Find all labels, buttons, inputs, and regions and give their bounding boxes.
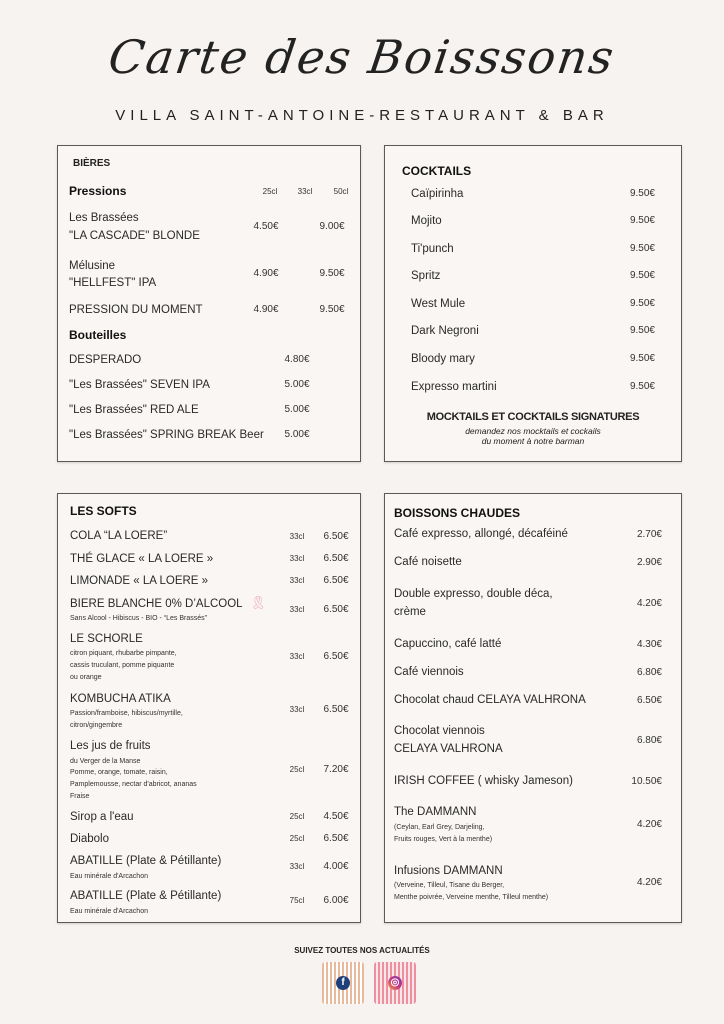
hot-drink-name: CELAYA VALHRONA <box>394 743 503 755</box>
price: 5.00€ <box>284 404 310 415</box>
soft-description: Eau minérale d'Arcachon <box>70 908 148 915</box>
price: 4.20€ <box>636 877 662 888</box>
hot-drink-name: The DAMMANN <box>394 806 477 818</box>
beer-name: "Les Brassées" RED ALE <box>69 404 199 416</box>
price: 5.00€ <box>284 379 310 390</box>
price: 9.50€ <box>319 268 345 279</box>
hot-drink-name: Chocolat chaud CELAYA VALHRONA <box>394 694 586 706</box>
price: 9.50€ <box>319 304 345 315</box>
section-title: LES SOFTS <box>70 504 137 518</box>
size-header: 25cl <box>262 187 278 196</box>
hot-drink-description: (Verveine, Tilleul, Tisane du Berger, <box>394 882 505 889</box>
signatures-note: du moment à notre barman <box>481 436 585 446</box>
price: 7.20€ <box>323 764 349 775</box>
hot-drink-name: Chocolat viennois <box>394 725 485 737</box>
signatures-title: MOCKTAILS ET COCKTAILS SIGNATURES <box>426 411 640 423</box>
soft-description: citron/gingembre <box>70 722 123 729</box>
cocktail-name: Ti'punch <box>411 243 454 255</box>
soft-name: ABATILLE (Plate & Pétillante) <box>70 855 222 867</box>
page-title: Carte des Boisssons <box>105 30 619 84</box>
cocktail-name: Bloody mary <box>411 353 475 365</box>
soft-name: Diabolo <box>70 833 109 845</box>
price: 9.50€ <box>629 243 655 254</box>
price: 9.50€ <box>629 270 655 281</box>
size: 33cl <box>289 532 305 541</box>
section-title: BIÈRES <box>73 158 111 169</box>
hot-drink-name: Double expresso, double déca, <box>394 588 553 600</box>
hot-drink-description: Menthe poivrée, Verveine menthe, Tilleul menthe) <box>394 894 549 901</box>
soft-name: COLA “LA LOERE” <box>70 530 168 542</box>
price: 6.00€ <box>323 895 349 906</box>
size: 33cl <box>289 576 305 585</box>
beer-name: "LA CASCADE" BLONDE <box>69 230 200 242</box>
cocktail-name: West Mule <box>411 298 466 310</box>
follow-us-text: SUIVEZ TOUTES NOS ACTUALITÉS <box>294 946 430 955</box>
size: 25cl <box>289 765 305 774</box>
soft-name: KOMBUCHA ATIKA <box>70 693 171 705</box>
size: 25cl <box>289 834 305 843</box>
price: 6.50€ <box>323 531 349 542</box>
soft-description: Pamplemousse, nectar d'abricot, ananas <box>70 781 197 788</box>
price: 4.00€ <box>323 861 349 872</box>
soft-description: Fraise <box>70 793 90 800</box>
restaurant-name: VILLA SAINT-ANTOINE-RESTAURANT & BAR <box>115 107 609 124</box>
price: 4.20€ <box>636 819 662 830</box>
beer-name: DESPERADO <box>69 354 142 366</box>
soft-description: Pomme, orange, tomate, raisin, <box>70 769 168 776</box>
soft-description: citron piquant, rhubarbe pimpante, <box>70 650 177 657</box>
soft-description: Passion/framboise, hibiscus/myrtille, <box>70 710 183 717</box>
price: 4.30€ <box>636 639 662 650</box>
hot-drink-description: (Ceylan, Earl Grey, Darjeling, <box>394 824 485 831</box>
hot-drink-name: Café noisette <box>394 556 462 568</box>
price: 6.80€ <box>636 735 662 746</box>
price: 4.50€ <box>253 221 279 232</box>
price: 4.20€ <box>636 598 662 609</box>
soft-name: Sirop a l'eau <box>70 811 134 823</box>
soft-description: Eau minérale d'Arcachon <box>70 873 148 880</box>
section-title: BOISSONS CHAUDES <box>394 506 521 520</box>
hot-drink-name: crème <box>394 606 426 618</box>
price: 4.50€ <box>323 811 349 822</box>
cocktail-name: Mojito <box>411 215 442 227</box>
price: 9.50€ <box>629 325 655 336</box>
price: 6.50€ <box>323 704 349 715</box>
signatures-note: demandez nos mocktails et cockails <box>465 426 601 436</box>
hot-drink-name: Café viennois <box>394 666 464 678</box>
price: 4.90€ <box>253 268 279 279</box>
facebook-qr-code[interactable] <box>322 962 364 1004</box>
price: 2.90€ <box>636 557 662 568</box>
hot-drink-description: Fruits rouges, Vert à la menthe) <box>394 836 493 843</box>
size: 33cl <box>289 862 305 871</box>
price: 9.50€ <box>629 188 655 199</box>
beer-name: "Les Brassées" SEVEN IPA <box>69 379 210 391</box>
soft-name: BIERE BLANCHE 0% D’ALCOOL <box>70 598 243 610</box>
price: 6.50€ <box>323 553 349 564</box>
price: 2.70€ <box>636 529 662 540</box>
price: 6.50€ <box>323 575 349 586</box>
price: 6.50€ <box>636 695 662 706</box>
soft-name: THÉ GLACE « LA LOERE » <box>70 553 214 565</box>
soft-name: LE SCHORLE <box>70 633 143 645</box>
beer-name: Les Brassées <box>69 212 139 224</box>
soft-description: ou orange <box>70 674 102 681</box>
size: 33cl <box>289 705 305 714</box>
price: 6.50€ <box>323 604 349 615</box>
cocktail-name: Caïpirinha <box>411 188 464 200</box>
price: 6.80€ <box>636 667 662 678</box>
price: 9.50€ <box>629 381 655 392</box>
price: 6.50€ <box>323 833 349 844</box>
hot-drink-name: Infusions DAMMANN <box>394 865 503 877</box>
soft-description: du Verger de la Manse <box>70 758 141 765</box>
price: 9.50€ <box>629 353 655 364</box>
beer-name: "HELLFEST" IPA <box>69 277 157 289</box>
section-title: COCKTAILS <box>402 164 472 178</box>
price: 9.50€ <box>629 298 655 309</box>
size: 33cl <box>289 554 305 563</box>
size: 75cl <box>289 896 305 905</box>
soft-name: Les jus de fruits <box>70 740 151 752</box>
subsection-title: Pressions <box>69 184 127 198</box>
instagram-qr-code[interactable] <box>374 962 416 1004</box>
beer-name: "Les Brassées" SPRING BREAK Beer <box>69 429 264 441</box>
size-header: 50cl <box>333 187 349 196</box>
hot-drink-name: IRISH COFFEE ( whisky Jameson) <box>394 775 573 787</box>
price: 10.50€ <box>631 776 662 787</box>
hot-drink-name: Café expresso, allongé, décaféiné <box>394 528 568 540</box>
instagram-icon: ◎ <box>388 976 402 990</box>
beer-name: Mélusine <box>69 260 116 272</box>
price: 5.00€ <box>284 429 310 440</box>
size: 33cl <box>289 605 305 614</box>
size-header: 33cl <box>297 187 313 196</box>
soft-description: Sans Alcool - Hibiscus - BIO - “Les Brassés” <box>70 615 207 622</box>
beer-name: PRESSION DU MOMENT <box>69 304 203 316</box>
price: 9.00€ <box>319 221 345 232</box>
cocktail-name: Dark Negroni <box>411 325 479 337</box>
cocktail-name: Spritz <box>411 270 441 282</box>
price: 4.90€ <box>253 304 279 315</box>
price: 9.50€ <box>629 215 655 226</box>
pink-ribbon-icon: 🎗 <box>250 595 267 610</box>
cocktail-name: Expresso martini <box>411 381 497 393</box>
size: 25cl <box>289 812 305 821</box>
soft-name: LIMONADE « LA LOERE » <box>70 575 209 587</box>
soft-description: cassis truculant, pomme piquante <box>70 662 175 669</box>
subsection-title: Bouteilles <box>69 328 127 342</box>
hot-drink-name: Capuccino, café latté <box>394 638 502 650</box>
facebook-icon: f <box>336 976 350 990</box>
soft-name: ABATILLE (Plate & Pétillante) <box>70 890 222 902</box>
size: 33cl <box>289 652 305 661</box>
price: 6.50€ <box>323 651 349 662</box>
price: 4.80€ <box>284 354 310 365</box>
